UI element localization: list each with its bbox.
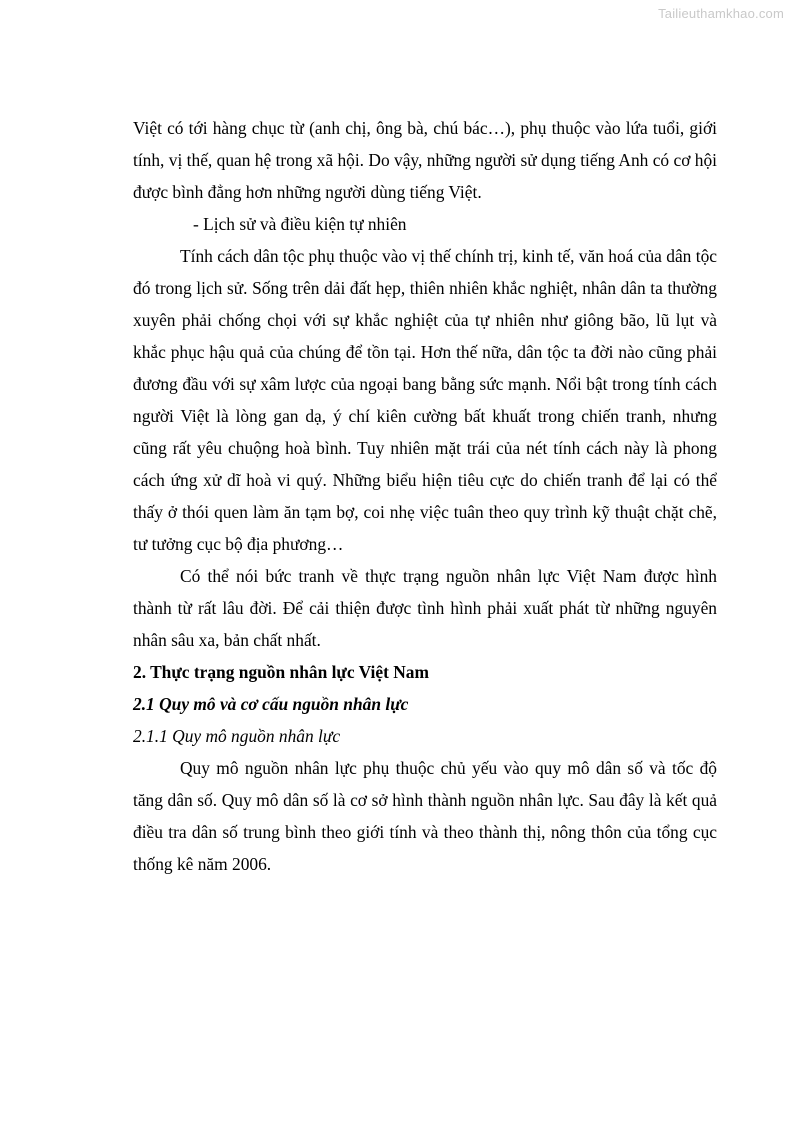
watermark: Tailieuthamkhao.com <box>658 6 784 21</box>
paragraph-conclusion: Có thể nói bức tranh về thực trạng nguồn nhân lực Việt Nam được hình thành từ rất lâu đời. Để cải thiện được tình hình phải xuất phát từ những nguyên nhân sâu xa, bản chất nhất. <box>133 566 717 650</box>
paragraph-national-character: Tính cách dân tộc phụ thuộc vào vị thế chính trị, kinh tế, văn hoá của dân tộc đó trong lịch sử. Sống trên dải đất hẹp, thiên nhiên khắc nghiệt, nhân dân ta thường xuyên phải chống chọi với sự khắc nghiệt của tự nhiên như giông bão, lũ lụt và khắc phục hậu quả của chúng để tồn tại. Hơn thế nữa, dân tộc ta đời nào cũng phải đương đầu với sự xâm lược của ngoại bang bằng sức mạnh. Nổi bật trong tính cách người Việt là lòng gan dạ, ý chí kiên cường bất khuất trong chiến tranh, nhưng cũng rất yêu chuộng hoà bình. Tuy nhiên mặt trái của nét tính cách này là phong cách ứng xử dĩ hoà vi quý. Những biểu hiện tiêu cực do chiến tranh để lại có thể thấy ở thói quen làm ăn tạm bợ, coi nhẹ việc tuân theo quy trình kỹ thuật chặt chẽ, tư tưởng cục bộ địa phương… <box>133 246 717 554</box>
bullet-history-nature: - Lịch sử và điều kiện tự nhiên <box>193 214 407 234</box>
document-page <box>133 112 717 880</box>
section-heading: 2. Thực trạng nguồn nhân lực Việt Nam <box>133 662 429 682</box>
subsection-heading: 2.1 Quy mô và cơ cấu nguồn nhân lực <box>133 694 409 714</box>
paragraph-continuation: Việt có tới hàng chục từ (anh chị, ông bà, chú bác…), phụ thuộc vào lứa tuổi, giới tính, vị thế, quan hệ trong xã hội. Do vậy, những người sử dụng tiếng Anh có cơ hội được bình đẳng hơn những người dùng tiếng Việt. <box>133 118 717 202</box>
subsubsection-heading: 2.1.1 Quy mô nguồn nhân lực <box>133 726 341 746</box>
paragraph-workforce-scale: Quy mô nguồn nhân lực phụ thuộc chủ yếu vào quy mô dân số và tốc độ tăng dân số. Quy mô dân số là cơ sở hình thành nguồn nhân lực. Sau đây là kết quả điều tra dân số trung bình theo giới tính và theo thành thị, nông thôn của tổng cục thống kê năm 2006. <box>133 758 717 874</box>
